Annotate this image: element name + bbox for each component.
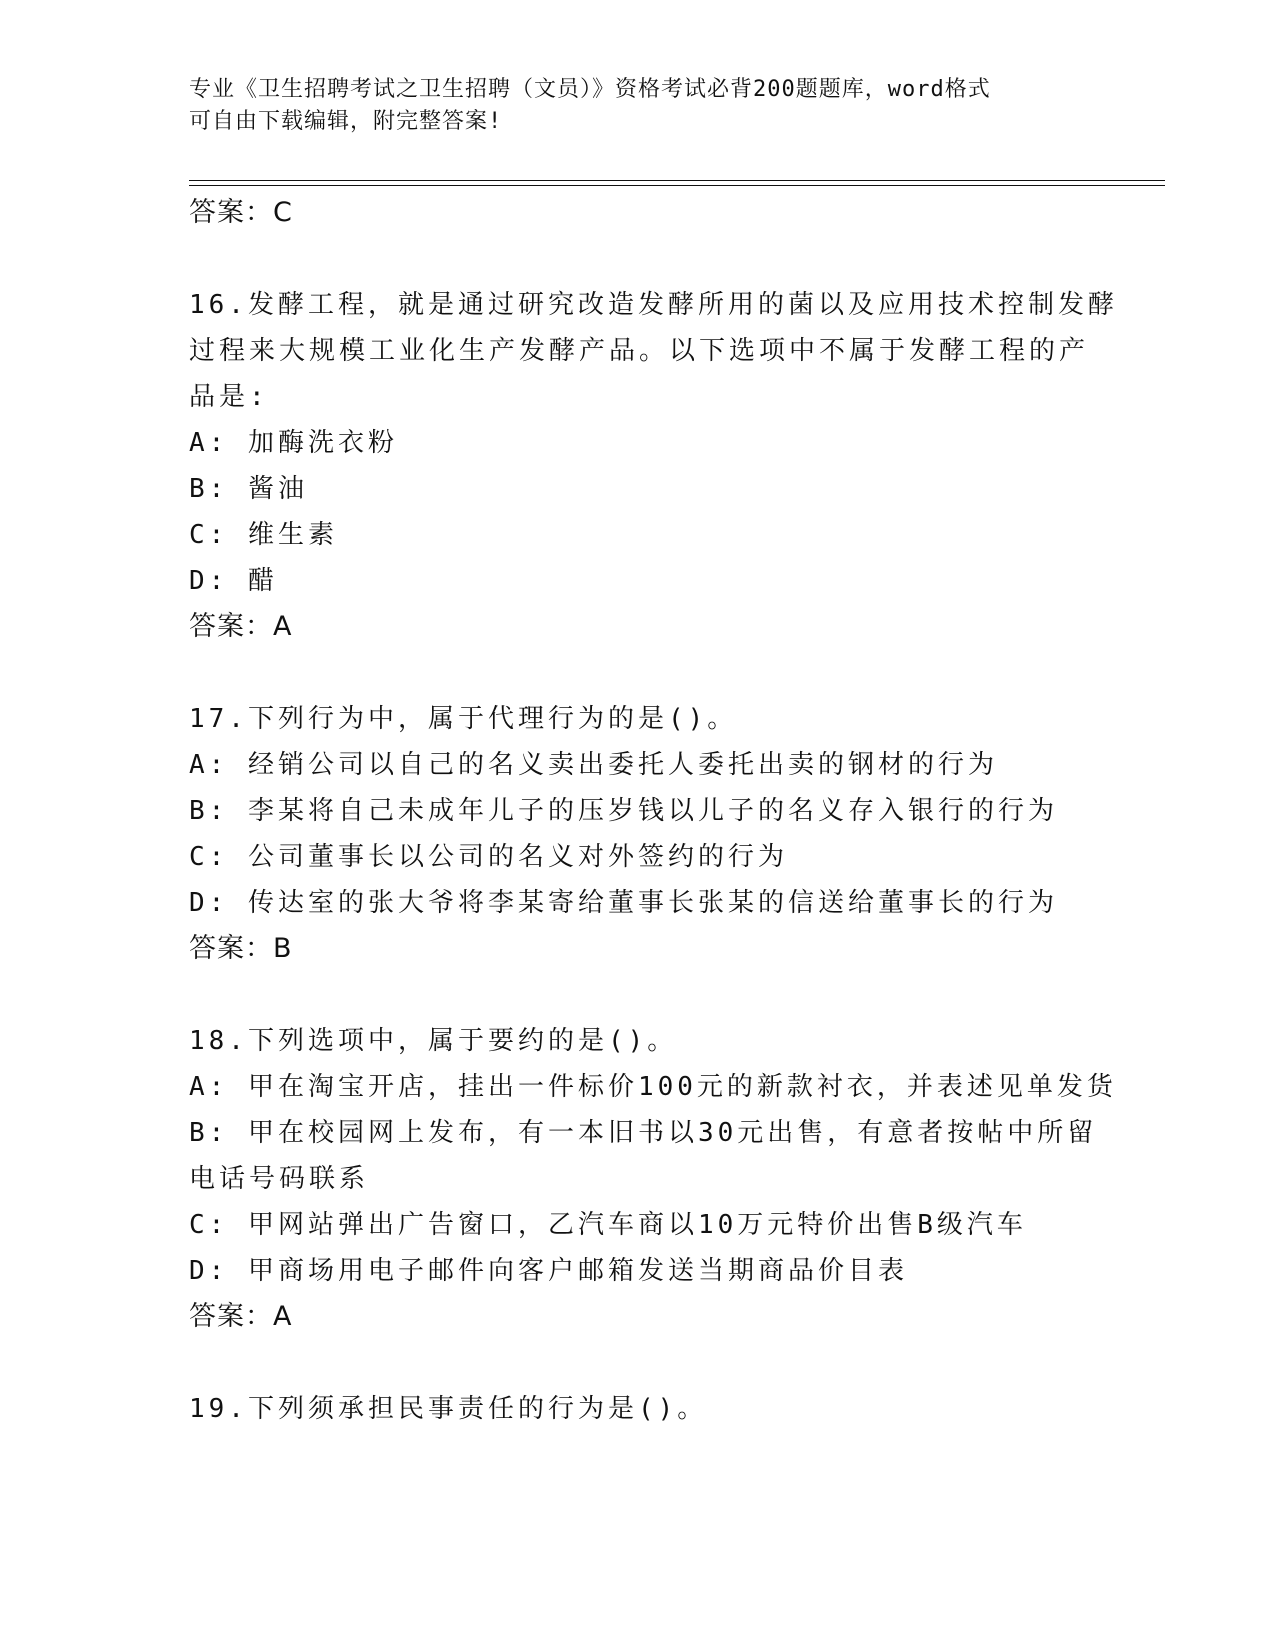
header-divider [189,180,1165,186]
question-17-text: 17.下列行为中，属于代理行为的是()。 [189,704,738,734]
question-18 [189,1018,1139,1340]
header-line-1: 专业《卫生招聘考试之卫生招聘（文员）》资格考试必背200题题库，word格式 [189,77,991,102]
question-16-option-d: D: 醋 [189,566,278,596]
question-16-option-a: A: 加酶洗衣粉 [189,428,398,458]
question-16-answer: 答案：A [189,611,293,642]
question-17-option-d: D: 传达室的张大爷将李某寄给董事长张某的信送给董事长的行为 [189,888,1058,918]
question-19 [189,1386,1139,1432]
question-17-option-c: C: 公司董事长以公司的名义对外签约的行为 [189,842,788,872]
question-16 [189,282,1139,650]
question-18-option-b-line-2: 电话号码联系 [189,1164,370,1194]
question-17-answer: 答案：B [189,933,293,964]
spacer [189,236,1139,282]
question-17-option-b: B: 李某将自己未成年儿子的压岁钱以儿子的名义存入银行的行为 [189,796,1058,826]
question-17 [189,696,1139,972]
question-17-option-a: A: 经销公司以自己的名义卖出委托人委托出卖的钢材的行为 [189,750,998,780]
question-16-text-line-1: 16.发酵工程，就是通过研究改造发酵所用的菌以及应用技术控制发酵 [189,290,1118,320]
question-18-answer: 答案：A [189,1301,293,1332]
answer-15: 答案：C [189,197,293,228]
question-19-text: 19.下列须承担民事责任的行为是()。 [189,1394,708,1424]
question-18-text: 18.下列选项中，属于要约的是()。 [189,1026,678,1056]
spacer [189,1340,1139,1386]
page-header [189,74,1089,138]
header-line-2: 可自由下载编辑，附完整答案! [189,109,503,134]
question-18-option-a: A: 甲在淘宝开店，挂出一件标价100元的新款衬衣，并表述见单发货 [189,1072,1117,1102]
question-18-option-b-line-1: B: 甲在校园网上发布，有一本旧书以30元出售，有意者按帖中所留 [189,1118,1098,1148]
spacer [189,972,1139,1018]
spacer [189,650,1139,696]
question-16-text-line-3: 品是: [189,382,269,412]
question-16-text-line-2: 过程来大规模工业化生产发酵产品。以下选项中不属于发酵工程的产 [189,336,1090,366]
question-content [189,190,1139,1432]
question-16-option-b: B: 酱油 [189,474,308,504]
question-18-option-c: C: 甲网站弹出广告窗口，乙汽车商以10万元特价出售B级汽车 [189,1210,1027,1240]
question-18-option-d: D: 甲商场用电子邮件向客户邮箱发送当期商品价目表 [189,1256,908,1286]
question-16-option-c: C: 维生素 [189,520,338,550]
